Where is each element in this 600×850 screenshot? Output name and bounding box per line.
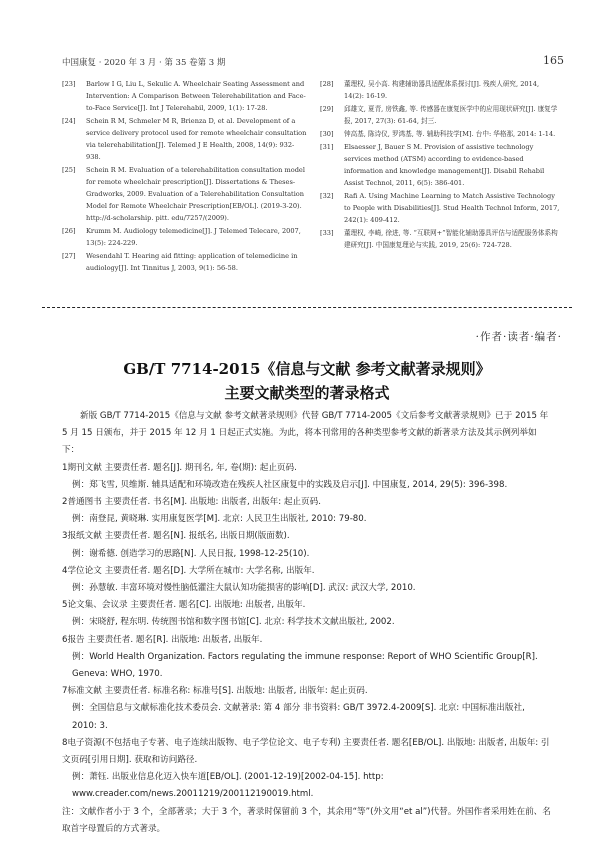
reference-text: 董理权, 李崎, 徐进, 等. “互联网+”智能化辅助器具评估与适配服务体系构建研究[J]. 中国康复理论与实践, 2019, 25(6): 724-728. [344, 229, 558, 249]
format-item: 1期刊文献 主要责任者. 题名[J]. 期刊名, 年, 卷(期): 起止页码. [62, 462, 297, 473]
example-item: 例：World Health Organization. Factors regulating the immune response: Report of WHO Scientific Group[R]. Geneva: WHO, 1970. [72, 651, 538, 680]
running-header [62, 56, 564, 72]
column-tag: ·作者·读者·编者· [475, 331, 562, 343]
example-item: 例：南登昆, 黄晓琳. 实用康复医学[M]. 北京: 人民卫生出版社, 2010: 79-80. [72, 514, 367, 525]
intro-paragraph: 新版 GB/T 7714-2015《信息与文献 参考文献著录规则》代替 GB/T 7714-2005《文后参考文献著录规则》已于 2015 年 5 月 15 日颁布，并于 2015 年 12 月 1 日起正式实施。为此，将本刊常用的各种类型参考文献的新著录方法及其示例列举如下： [62, 411, 549, 456]
reference-item [62, 250, 307, 274]
reference-item [62, 78, 307, 114]
journal-issue: 中国康复 · 2020 年 3 月 · 第 35 卷第 3 期 [62, 58, 226, 68]
example-item: 例：谢希德. 创造学习的思路[N]. 人民日报, 1998-12-25(10). [72, 548, 310, 559]
reference-text: 邱雄文, 夏青, 房铁鑫, 等. 传感器在康复医学中的应用现状研究[J]. 康复学报, 2017, 27(3): 61-64, 封三. [344, 105, 558, 125]
reference-number: [25] [62, 166, 76, 174]
example-item: 例：宋晓舒, 程东明. 传统图书馆和数字图书馆[C]. 北京: 科学技术文献出版社, 2002. [72, 617, 395, 628]
reference-text: Schein R M. Evaluation of a telerehabilitation consultation model for remote wheelchair prescription[J]. Dissertations & Theses-Gradworks, 2009. Evaluation of a Telerehabilitation Consultation Model for Remote Wheelchair Prescription[EB/OL]. (2019-3-20). http://d-scholarship. pitt. edu/7257/(2009). [86, 166, 305, 222]
format-item: 4学位论文 主要责任者. 题名[D]. 大学所在城市: 大学名称, 出版年. [62, 565, 315, 576]
reference-item [320, 103, 560, 127]
article-title: GB/T 7714-2015《信息与文献 参考文献著录规则》 [123, 360, 491, 378]
reference-number: [30] [320, 130, 334, 138]
reference-number: [32] [320, 192, 334, 200]
format-item: 2普通图书 主要责任者. 书名[M]. 出版地: 出版者, 出版年: 起止页码. [62, 497, 321, 508]
format-item: 7标准文献 主要责任者. 标准名称: 标准号[S]. 出版地: 出版者, 出版年: 起止页码. [62, 686, 368, 697]
example-item: 例：孙慧敏. 丰富环境对慢性脑低灌注大鼠认知功能损害的影响[D]. 武汉: 武汉大学, 2010. [72, 583, 416, 594]
reference-number: [29] [320, 105, 334, 113]
page-number: 165 [543, 54, 564, 67]
example-item: 例：全国信息与文献标准化技术委员会. 文献著录: 第 4 部分 非书资料: GB/T 3972.4-2009[S]. 北京: 中国标准出版社, 2010: 3. [72, 703, 525, 731]
format-item: 8电子资源(不包括电子专著、电子连续出版物、电子学位论文、电子专利) 主要责任者. 题名[EB/OL]. 出版地: 出版者, 出版年: 引文页码[引用日期]. 获取和访问路径. [62, 737, 550, 766]
reference-number: [28] [320, 80, 334, 88]
reference-number: [31] [320, 143, 334, 151]
reference-item [62, 115, 307, 163]
reference-item [320, 141, 560, 189]
reference-item [320, 128, 560, 140]
note-paragraph: 注：文献作者小于 3 个，全部著录；大于 3 个，著录时保留前 3 个，其余用“等”(外文用“et al”)代替。外国作者采用姓在前、名取首字母置后的方式著录。 [62, 806, 551, 834]
reference-text: Elsaesser J, Bauer S M. Provision of assistive technology services method (ATSM) according to evidence-based information and knowledge management[J]. Disabil Rehabil Assist Technol, 2011, 6(5): 386-401. [344, 143, 545, 187]
format-item: 6报告 主要责任者. 题名[R]. 出版地: 出版者, 出版年. [62, 634, 263, 645]
reference-text: Wesendahl T. Hearing aid fitting: application of telemedicine in audiology[J]. Int Tinnitus J, 2003, 9(1): 56-58. [86, 252, 298, 272]
example-item: 例：郑飞雪, 贝维斯. 辅具适配和环境改造在残疾人社区康复中的实践及启示[J]. 中国康复, 2014, 29(5): 396-398. [72, 479, 508, 490]
reference-item [320, 227, 560, 251]
reference-number: [27] [62, 252, 76, 260]
reference-item [320, 78, 560, 102]
article-body [62, 408, 552, 838]
reference-text: Krumm M. Audiology telemedicine[J]. J Telemed Telecare, 2007, 13(5): 224-229. [86, 227, 301, 247]
article-subtitle: 主要文献类型的著录格式 [224, 384, 390, 402]
reference-text: 钟高基, 陈诗仪, 罗鸿基, 等. 辅助科技学[M]. 台中: 华格那, 2014: 1-14. [344, 130, 556, 138]
dashed-divider [42, 307, 572, 308]
example-item: 例：萧钰. 出版业信息化迈入快车道[EB/OL]. (2001-12-19)[2002-04-15]. http: www.creader.com/news.20011219/200112190019.html. [72, 772, 384, 800]
references-right-column [320, 78, 560, 252]
reference-text: Schein R M, Schmeler M R, Brienza D, et al. Development of a service delivery protocol used for remote wheelchair consultation via telerehabilitation[J]. Telemed J E Health, 2008, 14(9): 932-938. [86, 117, 307, 161]
reference-text: Rafi A. Using Machine Learning to Match Assistive Technology to People with Disabilities[J]. Stud Health Technol Inform, 2017, 242(1): 409-412. [344, 192, 560, 224]
reference-text: 董理权, 吴小高. 构建辅助器具适配体系探讨[J]. 残疾人研究, 2014, 14(2): 16-19. [344, 80, 540, 100]
reference-item [62, 225, 307, 249]
format-item: 3报纸文献 主要责任者. 题名[N]. 报纸名, 出版日期(版面数). [62, 531, 290, 542]
references-left-column [62, 78, 307, 275]
reference-number: [33] [320, 229, 334, 237]
reference-text: Barlow I G, Liu L, Sekulic A. Wheelchair Seating Assessment and Intervention: A Comparison Between Telerehabilitation and Face-to-Face Service[J]. Int J Telerehabil, 2009, 1(1): 17-28. [86, 80, 306, 112]
reference-number: [26] [62, 227, 76, 235]
reference-number: [23] [62, 80, 76, 88]
reference-number: [24] [62, 117, 76, 125]
format-item: 5论文集、会议录 主要责任者. 题名[C]. 出版地: 出版者, 出版年. [62, 600, 306, 611]
reference-item [320, 190, 560, 226]
reference-item [62, 164, 307, 224]
